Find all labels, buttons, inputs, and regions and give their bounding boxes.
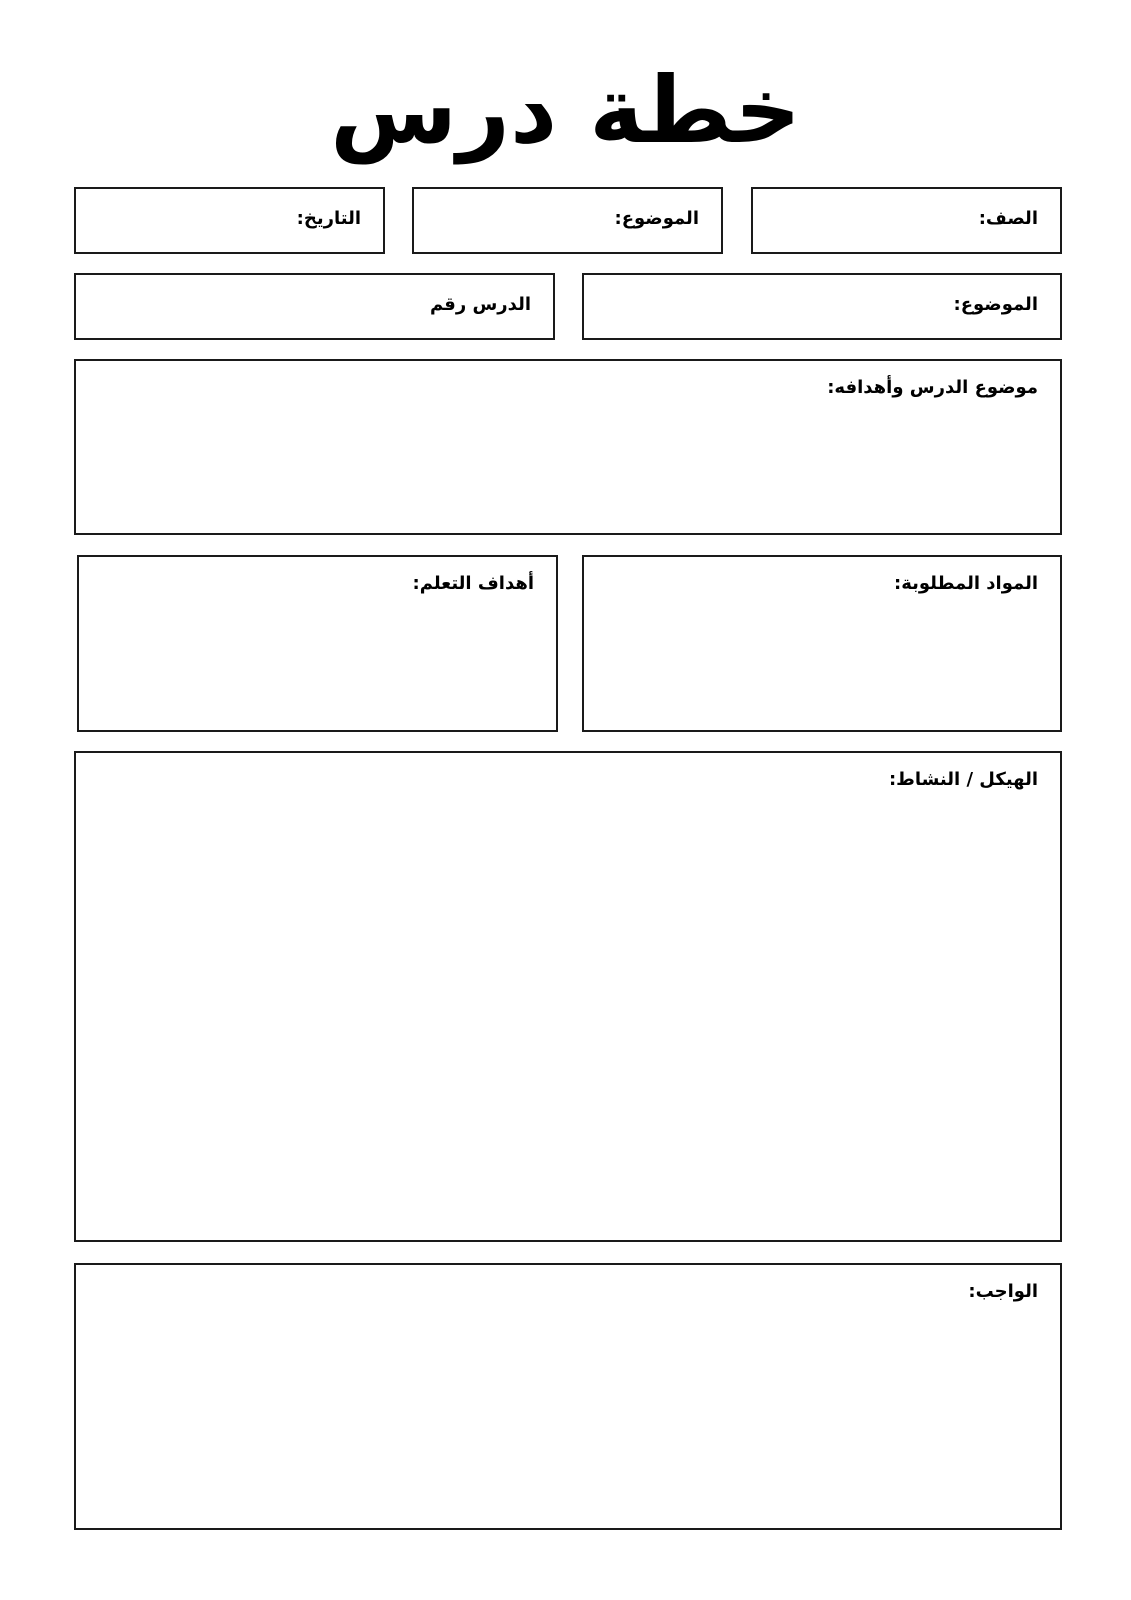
homework-label: الواجب: <box>968 1281 1038 1302</box>
date-label: التاريخ: <box>296 208 361 229</box>
lesson-number-label: الدرس رقم <box>429 294 531 315</box>
structure-activity-field[interactable] <box>74 751 1062 1242</box>
learning-objectives-label: أهداف التعلم: <box>412 573 534 594</box>
homework-field[interactable] <box>74 1263 1062 1530</box>
topic-label: الموضوع: <box>953 294 1038 315</box>
subject-label: الموضوع: <box>614 208 699 229</box>
page-title: خطة درس <box>330 57 801 164</box>
subject-field[interactable] <box>412 187 723 254</box>
topic-field[interactable] <box>582 273 1062 340</box>
lesson-topic-objectives-field[interactable] <box>74 359 1062 535</box>
lesson-topic-objectives-label: موضوع الدرس وأهدافه: <box>827 377 1038 398</box>
required-materials-label: المواد المطلوبة: <box>894 573 1038 594</box>
learning-objectives-field[interactable] <box>77 555 558 732</box>
date-field[interactable] <box>74 187 385 254</box>
required-materials-field[interactable] <box>582 555 1062 732</box>
structure-activity-label: الهيكل / النشاط: <box>888 769 1038 790</box>
grade-label: الصف: <box>978 208 1038 229</box>
grade-field[interactable] <box>751 187 1062 254</box>
lesson-number-field[interactable] <box>74 273 555 340</box>
